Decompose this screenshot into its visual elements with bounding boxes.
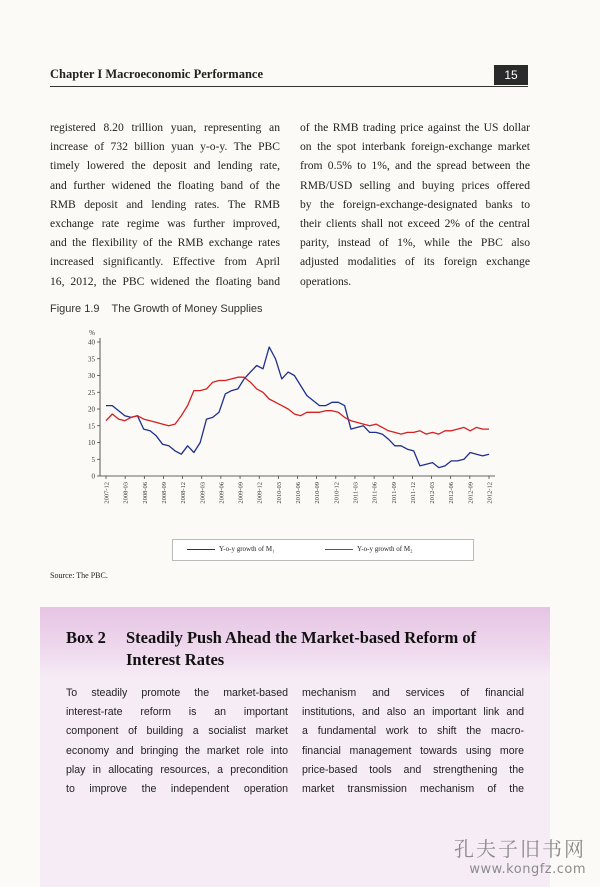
text-line: parity, instead of 1%, while the PBC also <box>300 236 530 250</box>
box-title-line2: Interest Rates <box>126 650 225 669</box>
x-tick-label: 2012-06 <box>448 482 456 504</box>
x-tick-label: 2011-09 <box>390 482 398 504</box>
text-line: to improve the independent operation <box>66 783 288 796</box>
text-line: play in allocating resources, a precondition <box>66 763 288 776</box>
text-line: RMB/USD selling and buying prices offered <box>300 178 530 192</box>
text-line: and the flexibility of the RMB exchange rates <box>50 236 280 250</box>
watermark <box>454 833 586 877</box>
watermark-chinese: 孔夫子旧书网 <box>454 837 586 861</box>
series-line-m1 <box>106 347 489 468</box>
y-tick-label: 20 <box>88 405 95 414</box>
text-line: interest-rate reform is an important <box>66 706 288 719</box>
text-line: of the RMB trading price against the US dollar <box>300 121 530 134</box>
box-column-left <box>66 684 288 799</box>
text-line: on the spot interbank foreign-exchange market <box>300 140 530 154</box>
x-tick-label: 2011-06 <box>371 482 379 504</box>
legend-label-m2: Y-o-y growth of M₂ <box>357 545 413 553</box>
text-line: increased significantly. Effective from April <box>50 255 280 269</box>
legend-swatch-m2 <box>325 549 353 550</box>
x-tick-label: 2009-03 <box>199 482 207 504</box>
text-line: increase of 732 billion yuan y-o-y. The PBC <box>50 140 280 154</box>
text-line: operations. <box>300 274 352 288</box>
figure-caption <box>50 303 263 315</box>
x-tick-label: 2012-09 <box>467 482 475 504</box>
y-tick-label: 0 <box>91 472 95 481</box>
figure-number: Figure 1.9 <box>50 303 100 315</box>
figure-source: Source: The PBC. <box>50 571 108 580</box>
x-tick-label: 2012-03 <box>429 482 437 504</box>
y-tick-label: 15 <box>88 422 95 431</box>
x-tick-label: 2008-03 <box>122 482 130 504</box>
text-line: and further widened the floating band of the <box>50 178 280 192</box>
legend-item-m1 <box>187 545 275 553</box>
text-line: mechanism and services of financial <box>302 687 524 699</box>
x-tick-label: 2008-12 <box>180 482 188 504</box>
y-tick-label: 25 <box>88 388 95 397</box>
text-line: component of building a socialist market <box>66 725 288 738</box>
legend-item-m2 <box>325 545 413 553</box>
text-line: registered 8.20 trillion yuan, representing an <box>50 121 280 134</box>
legend-swatch-m1 <box>187 549 215 550</box>
text-line: by the foreign-exchange-designated banks to <box>300 197 530 211</box>
series-line-m2 <box>106 377 489 434</box>
text-line: 16, 2012, the PBC widened the floating band <box>50 274 280 288</box>
y-tick-label: 10 <box>88 439 95 447</box>
box-title <box>66 627 476 671</box>
text-line: exchange rate regime was further improved, <box>50 217 280 231</box>
text-line: their clients shall not exceed 2% of the central <box>300 217 530 231</box>
x-tick-label: 2007-12 <box>103 482 111 504</box>
y-tick-label: 30 <box>88 372 95 380</box>
x-tick-label: 2010-06 <box>295 482 302 504</box>
text-line: timely lowered the deposit and lending rate, <box>50 159 280 173</box>
x-tick-label: 2011-12 <box>409 482 417 504</box>
x-tick-label: 2010-03 <box>275 482 283 504</box>
x-tick-label: 2012-12 <box>486 482 494 504</box>
figure-title: The Growth of Money Supplies <box>111 303 263 315</box>
y-tick-label: 5 <box>91 455 95 464</box>
text-line: economy and bringing the market role into <box>66 744 288 757</box>
x-tick-label: 2009-09 <box>237 482 245 504</box>
x-tick-label: 2011-03 <box>352 482 360 504</box>
box-label: Box 2 <box>66 628 106 647</box>
chapter-title: Chapter I Macroeconomic Performance <box>50 67 264 81</box>
x-tick-label: 2010-12 <box>333 482 341 504</box>
box-column-right <box>302 684 524 799</box>
x-tick-label: 2008-09 <box>160 482 168 504</box>
box-title-line1: Steadily Push Ahead the Market-based Reform of <box>126 628 477 647</box>
chart-legend <box>172 539 474 561</box>
text-line: To steadily promote the market-based <box>66 687 288 699</box>
legend-label-m1: Y-o-y growth of M₁ <box>219 545 275 553</box>
y-tick-label: 40 <box>88 338 95 347</box>
watermark-url: www.kongfz.com <box>469 862 586 877</box>
x-tick-label: 2009-12 <box>256 482 264 504</box>
text-line: institutions, and also an important link and <box>302 706 524 719</box>
text-line: RMB deposit and lending rates. The RMB <box>50 197 280 211</box>
text-line: market transmission mechanism of the <box>302 783 524 796</box>
y-tick-label: 35 <box>88 355 95 364</box>
text-line: price-based tools and strengthening the <box>302 763 524 776</box>
body-column-right <box>300 118 530 291</box>
text-line: financial management towards using more <box>302 744 524 757</box>
body-column-left <box>50 118 280 291</box>
x-tick-label: 2008-06 <box>141 482 149 504</box>
running-header <box>50 66 528 87</box>
text-line: from 0.5% to 1%, and the spread between the <box>300 159 530 173</box>
text-line: a fundamental work to shift the macro- <box>302 725 524 738</box>
text-line: adjusted modalities of its foreign exchange <box>300 255 530 269</box>
y-axis-label: % <box>89 329 95 337</box>
x-tick-label: 2010-09 <box>314 482 322 504</box>
x-tick-label: 2009-06 <box>218 482 226 504</box>
page-number: 15 <box>494 65 528 85</box>
money-supply-chart <box>40 328 510 533</box>
